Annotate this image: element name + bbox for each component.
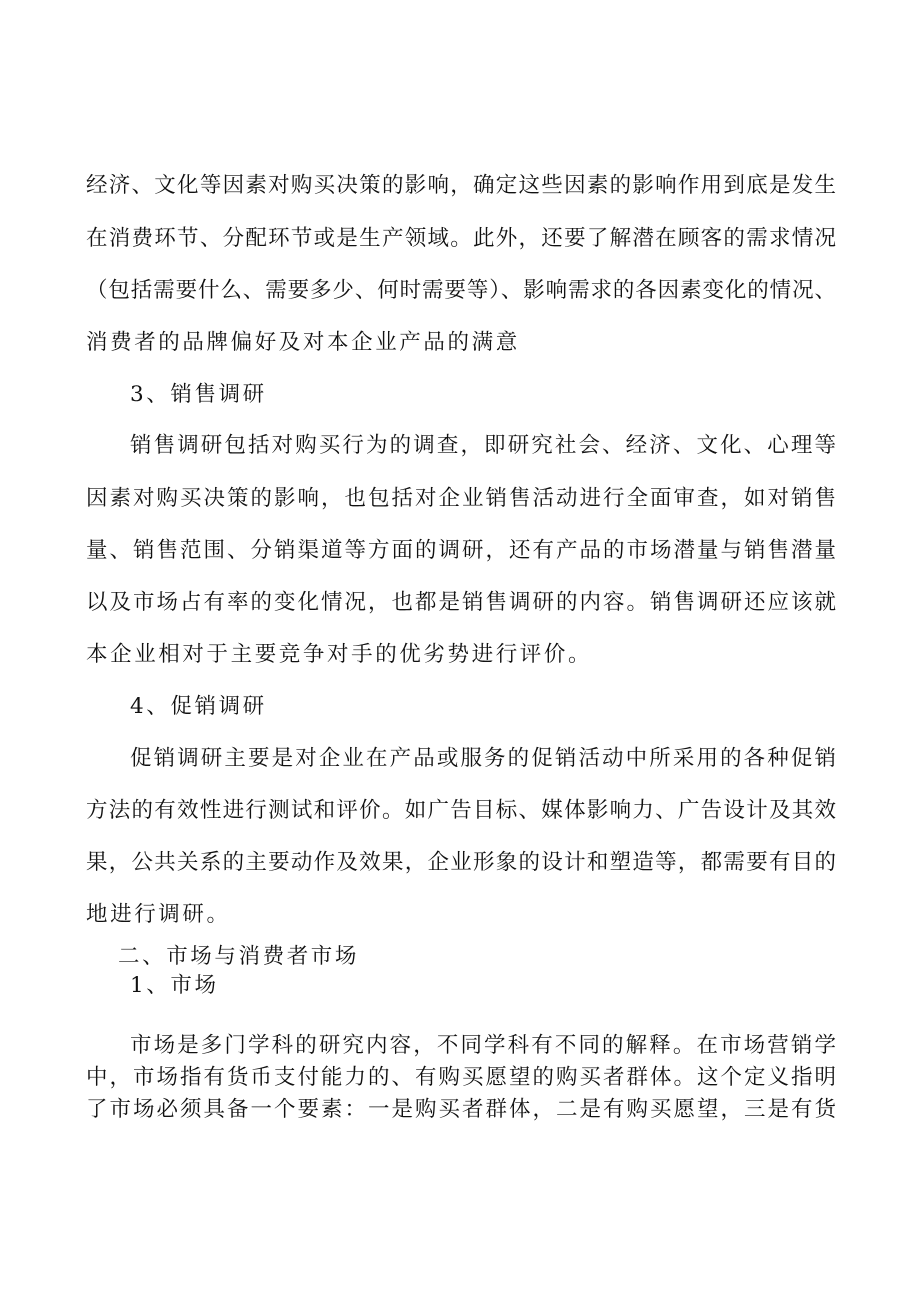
text-line: 销售调研包括对购买行为的调查，即研究社会、经济、文化、心理等 — [130, 433, 836, 458]
text-line: 中，市场指有货币支付能力的、有购买愿望的购买者群体。这个定义指明 — [86, 1065, 836, 1090]
text-line: 果，公共关系的主要动作及效果，企业形象的设计和塑造等，都需要有目的 — [86, 850, 836, 875]
section-heading-market: 二、市场与消费者市场 — [118, 944, 360, 969]
text-line: 经济、文化等因素对购买决策的影响，确定这些因素的影响作用到底是发生 — [86, 173, 836, 198]
heading-promotion-research: 4、促销调研 — [130, 694, 267, 719]
text-line: 量、销售范围、分销渠道等方面的调研，还有产品的市场潜量与销售潜量 — [86, 538, 836, 563]
text-line: 在消费环节、分配环节或是生产领域。此外，还要了解潜在顾客的需求情况 — [86, 226, 836, 251]
text-line: 方法的有效性进行测试和评价。如广告目标、媒体影响力、广告设计及其效 — [86, 798, 836, 823]
subheading-market: 1、市场 — [130, 973, 219, 998]
heading-sales-research: 3、销售调研 — [130, 382, 267, 407]
text-line: 消费者的品牌偏好及对本企业产品的满意 — [86, 330, 520, 355]
text-line: （包括需要什么、需要多少、何时需要等）、影响需求的各因素变化的情况、 — [86, 278, 836, 303]
text-line: 本企业相对于主要竞争对手的优劣势进行评价。 — [86, 642, 593, 667]
text-line: 地进行调研。 — [86, 902, 231, 927]
text-line: 以及市场占有率的变化情况，也都是销售调研的内容。销售调研还应该就 — [86, 590, 836, 615]
text-line: 促销调研主要是对企业在产品或服务的促销活动中所采用的各种促销 — [130, 746, 836, 771]
text-line: 市场是多门学科的研究内容，不同学科有不同的解释。在市场营销学 — [130, 1033, 836, 1058]
text-line: 了市场必须具备一个要素：一是购买者群体，二是有购买愿望，三是有货 — [86, 1097, 836, 1122]
text-line: 因素对购买决策的影响，也包括对企业销售活动进行全面审查，如对销售 — [86, 486, 836, 511]
